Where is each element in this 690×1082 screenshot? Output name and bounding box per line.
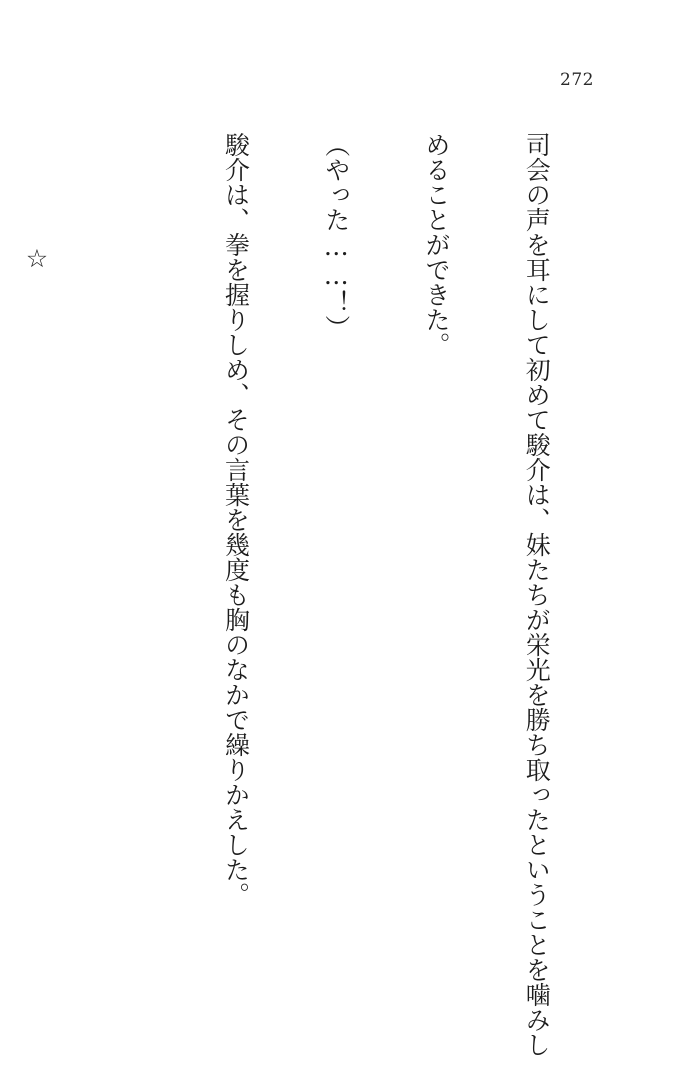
blank-line <box>120 132 152 992</box>
text-line: めることができた。 <box>421 132 451 357</box>
text-line: 司会の声を耳にして初めて駿介は、妹たちが栄光を勝ち取ったということを噛みし <box>522 132 552 1057</box>
text-line: 駿介は、拳を握りしめ、その言葉を幾度も胸のなかで繰りかえした。 <box>221 132 251 907</box>
text-line: （やった……！） <box>321 132 351 340</box>
novel-text <box>0 132 620 1057</box>
section-separator-star: ☆ <box>22 244 52 273</box>
page-number: 272 <box>560 70 594 90</box>
